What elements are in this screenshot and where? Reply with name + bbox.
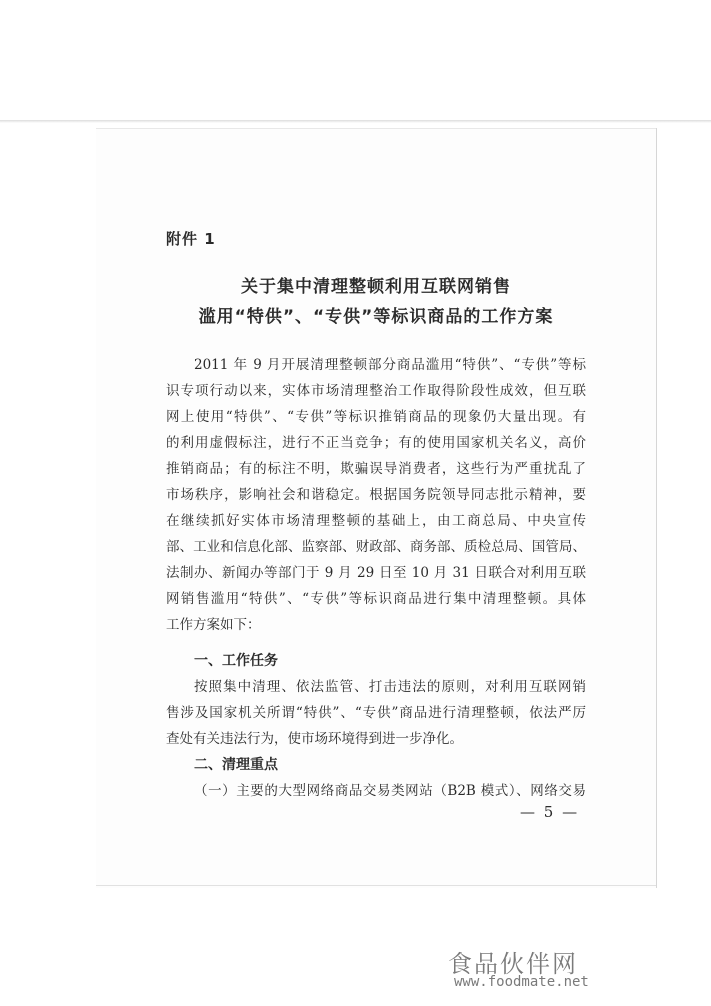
document-title-line-1: 关于集中清理整顿利用互联网销售 (241, 277, 511, 297)
section-1-heading: 一、工作任务 (194, 653, 278, 669)
text-line: 识专项行动以来，实体市场清理整治工作取得阶段性成效，但互联 (166, 383, 586, 399)
section-2-paragraph (166, 778, 586, 804)
text-line: 查处有关违法行为，使市场环境得到进一步净化。 (166, 731, 463, 747)
section-2-heading: 二、清理重点 (194, 757, 278, 773)
text-line: 2011 年 9 月开展清理整顿部分商品滥用“特供”、“专供”等标 (194, 357, 586, 373)
text-line: 售涉及国家机关所谓“特供”、“专供”商品进行清理整顿，依法严厉 (166, 705, 586, 721)
watermark-site-name: 食品伙伴网 (448, 950, 578, 978)
text-line: 在继续抓好实体市场清理整顿的基础上，由工商总局、中央宣传 (166, 513, 586, 529)
page-bottom-edge (96, 885, 656, 886)
scan-edge-shadow (0, 120, 711, 123)
text-line: （一）主要的大型网络商品交易类网站（B2B 模式）、网络交易 (194, 783, 586, 799)
text-line: 按照集中清理、依法监管、打击违法的原则，对利用互联网销 (194, 679, 586, 695)
text-line: 工作方案如下： (166, 617, 261, 633)
text-line: 部、工业和信息化部、监察部、财政部、商务部、质检总局、国管局、 (166, 539, 586, 555)
text-line: 市场秩序，影响社会和谐稳定。根据国务院领导同志批示精神，要 (166, 487, 586, 503)
text-line: 网上使用“特供”、“专供”等标识推销商品的现象仍大量出现。有 (166, 409, 586, 425)
text-line: 推销商品；有的标注不明，欺骗误导消费者，这些行为严重扰乱了 (166, 461, 586, 477)
watermark-url: www.foodmate.net (454, 974, 589, 990)
intro-paragraph (166, 352, 586, 638)
text-line: 的利用虚假标注，进行不正当竞争；有的使用国家机关名义，高价 (166, 435, 586, 451)
text-line: 法制办、新闻办等部门于 9 月 29 日至 10 月 31 日联合对利用互联 (166, 565, 586, 581)
text-line: 网销售滥用“特供”、“专供”等标识商品进行集中清理整顿。具体 (166, 591, 586, 607)
attachment-label: 附件 1 (166, 230, 216, 248)
page-number: — 5 — (520, 803, 580, 821)
document-title-line-2: 滥用“特供”、“专供”等标识商品的工作方案 (198, 307, 554, 327)
section-1-paragraph (166, 674, 586, 752)
